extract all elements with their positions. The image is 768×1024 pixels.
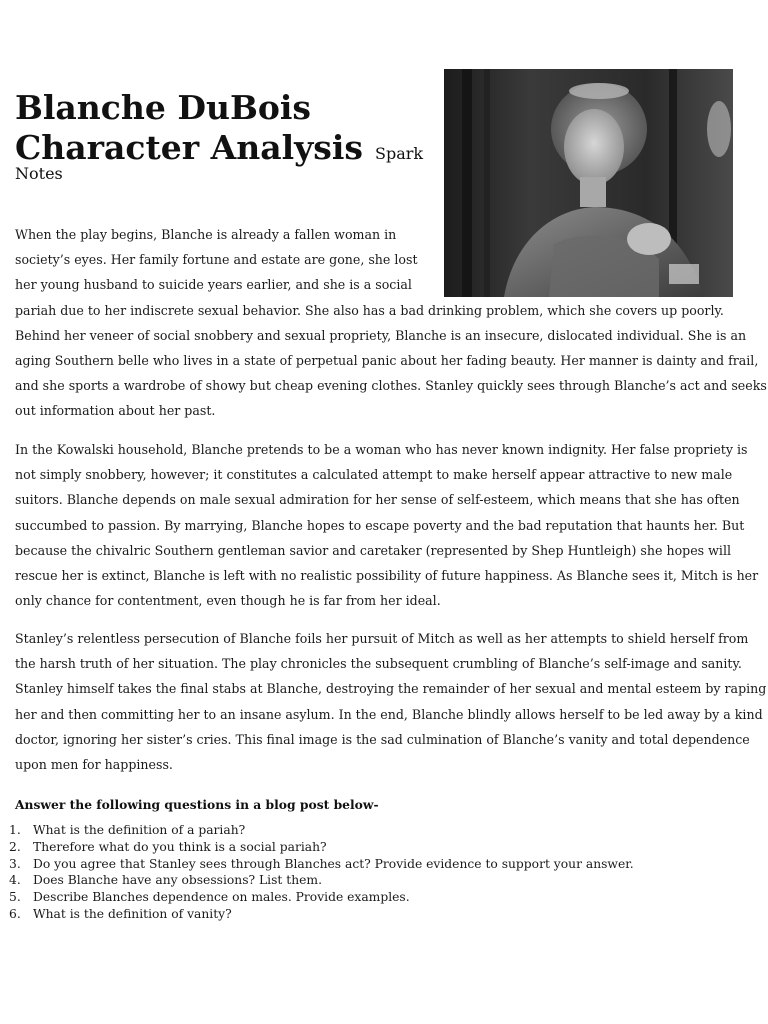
list-number: 3. bbox=[9, 856, 21, 871]
list-number: 2. bbox=[9, 839, 21, 854]
list-number: 4. bbox=[9, 873, 21, 888]
paragraph-1-block bbox=[15, 222, 767, 424]
source-label: Spark bbox=[375, 144, 424, 163]
title-line-2: Character Analysis bbox=[15, 128, 363, 167]
paragraph-3: Stanley’s relentless persecution of Blanche foils her pursuit of Mitch as well as her attempts to shield herself from the harsh truth of her situation. The play chronicles the subsequent crumbling of Blanche’s self-image and sanity. Stanley himself takes the final stabs at Blanche, destroying the remainder of her sexual and mental esteem by raping her and then committing her to an insane asylum. In the end, Blanche blindly allows herself to be led away by a kind doctor, ignoring her sister’s cries. This final image is the sad culmination of Blanche’s vanity and total dependence upon men for happiness. bbox=[15, 631, 767, 773]
title-line-1: Blanche DuBois bbox=[15, 88, 312, 127]
question-text: Do you agree that Stanley sees through Blanches act? Provide evidence to support your answer. bbox=[33, 856, 634, 871]
list-number: 6. bbox=[9, 906, 21, 921]
question-text: What is the definition of a pariah? bbox=[33, 823, 246, 837]
list-item bbox=[0, 906, 760, 923]
list-item bbox=[0, 839, 760, 856]
page-title bbox=[15, 88, 435, 184]
question-text: What is the definition of vanity? bbox=[33, 906, 232, 921]
list-item bbox=[0, 889, 760, 906]
list-item bbox=[0, 856, 760, 873]
questions-list bbox=[0, 822, 760, 923]
source-label-cont: Notes bbox=[15, 164, 63, 183]
questions-heading: Answer the following questions in a blog post below- bbox=[15, 797, 379, 812]
question-text: Describe Blanches dependence on males. Provide examples. bbox=[33, 890, 410, 905]
list-item bbox=[0, 822, 760, 839]
paragraph-2: In the Kowalski household, Blanche pretends to be a woman who has never known indignity. Her false propriety is not simply snobbery, however; it constitutes a calculated attempt to make herself appear attractive to new male suitors. Blanche depends on male sexual admiration for her sense of self-esteem, which means that she has often succumbed to passion. By marrying, Blanche hopes to escape poverty and the bad reputation that haunts her. But because the chivalric Southern gentleman savior and caretaker (represented by Shep Huntleigh) she hopes will rescue her is extinct, Blanche is left with no realistic possibility of future happiness. As Blanche sees it, Mitch is her only chance for contentment, even though he is far from her ideal. bbox=[15, 442, 759, 609]
list-number: 1. bbox=[9, 823, 21, 837]
paragraph-1: When the play begins, Blanche is already a fallen woman in society’s eyes. Her family fortune and estate are gone, she lost her young husband to suicide years earlier, and she is a social pariah due to her indiscrete sexual behavior. She also has a bad drinking problem, which she covers up poorly. Behind her veneer of social snobbery and sexual propriety, Blanche is an insecure, dislocated individual. She is an aging Southern belle who lives in a state of perpetual panic about her fading beauty. Her manner is dainty and frail, and she sports a wardrobe of showy but cheap evening clothes. Stanley quickly sees through Blanche’s act and seeks out information about her past. bbox=[15, 227, 767, 419]
question-text: Therefore what do you think is a social pariah? bbox=[33, 839, 327, 854]
list-item bbox=[0, 872, 760, 889]
photo-wrap-space bbox=[437, 222, 767, 296]
question-text: Does Blanche have any obsessions? List them. bbox=[33, 873, 322, 888]
list-number: 5. bbox=[9, 890, 21, 905]
